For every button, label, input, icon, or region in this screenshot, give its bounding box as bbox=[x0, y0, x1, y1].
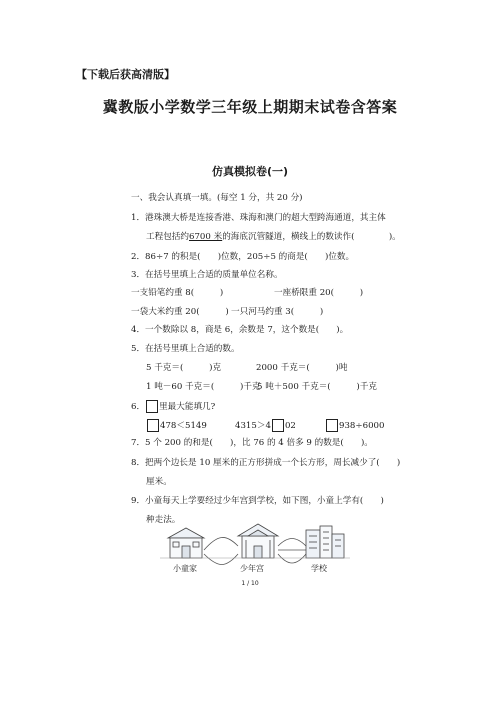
question-5-item-4: 5 吨＋500 千克＝( )千克 bbox=[257, 382, 377, 392]
palace-icon bbox=[238, 524, 278, 558]
question-5-item-1: 5 千克＝( )克 bbox=[146, 363, 222, 373]
paper-subtitle: 仿真模拟卷(一) bbox=[211, 165, 289, 178]
route-path bbox=[204, 537, 238, 550]
question-5-item-2: 2000 千克＝( )吨 bbox=[256, 363, 348, 373]
label-palace: 少年宫 bbox=[240, 564, 264, 573]
question-2: 2．86÷7 的积是( )位数，205÷5 的商是( )位数。 bbox=[131, 252, 355, 262]
question-9-line-1: 9．小童每天上学要经过少年宫到学校，如下图，小童上学有( ) bbox=[131, 496, 384, 506]
route-path bbox=[204, 554, 238, 565]
question-6-expr-1: 478＜5149 bbox=[160, 421, 207, 431]
answer-box[interactable] bbox=[146, 400, 158, 413]
question-6-number: 6． bbox=[131, 402, 146, 412]
question-6-expr-2-post: 02 bbox=[284, 421, 296, 431]
question-1-pre: 工程包括约 bbox=[146, 232, 189, 242]
question-5-item-3: 1 吨－60 千克＝( )千克 bbox=[146, 382, 261, 392]
answer-box[interactable] bbox=[326, 419, 338, 432]
question-6-expr-3: 938÷6000 bbox=[339, 421, 385, 431]
label-home: 小童家 bbox=[173, 564, 197, 573]
question-1-line-1: 1．港珠澳大桥是连接香港、珠海和澳门的超大型跨海通道，其主体 bbox=[131, 213, 386, 223]
house-icon bbox=[168, 528, 204, 558]
question-6-expr-2-pre: 4315＞4 bbox=[235, 421, 271, 431]
question-1-line-2 bbox=[146, 232, 401, 243]
question-8-line-2: 厘米。 bbox=[146, 477, 172, 487]
question-3-item-3: 一袋大米约重 20( ) bbox=[131, 307, 229, 317]
question-6-item-3 bbox=[325, 419, 384, 432]
route-path bbox=[278, 554, 306, 563]
page-title: 冀教版小学数学三年级上期期末试卷含答案 bbox=[102, 98, 398, 116]
question-3-item-1: 一支铅笔约重 8( ) bbox=[131, 288, 224, 298]
question-3-item-2: 一座桥限重 20( ) bbox=[274, 288, 364, 298]
answer-box[interactable] bbox=[147, 419, 159, 432]
question-5: 5．在括号里填上合适的数。 bbox=[131, 344, 240, 354]
download-tag: 【下载后获高清版】 bbox=[76, 68, 175, 81]
question-6-item-1 bbox=[146, 419, 207, 432]
question-7: 7．5 个 200 的和是( )，比 76 的 4 倍多 9 的数是( )。 bbox=[131, 438, 373, 448]
question-8-line-1: 8．把两个边长是 10 厘米的正方形拼成一个长方形，周长减少了( ) bbox=[131, 458, 401, 468]
question-9-line-2: 种走法。 bbox=[146, 515, 181, 525]
route-path bbox=[278, 539, 306, 547]
question-6-item-2 bbox=[235, 419, 296, 432]
page-number: 1 / 10 bbox=[241, 580, 259, 587]
question-3: 3．在括号里填上合适的质量单位名称。 bbox=[131, 270, 283, 280]
answer-box[interactable] bbox=[272, 419, 284, 432]
question-6 bbox=[131, 400, 215, 413]
question-1-post: 的海底沉管隧道，横线上的数读作( )。 bbox=[222, 232, 401, 242]
label-school: 学校 bbox=[311, 564, 327, 573]
school-icon bbox=[306, 526, 344, 558]
question-3-item-4: 一只河马约重 3( ) bbox=[231, 307, 324, 317]
question-1-underlined-number: 6700 米 bbox=[188, 232, 223, 242]
question-4: 4．一个数除以 8，商是 6，余数是 7，这个数是( )。 bbox=[131, 325, 349, 335]
section-heading: 一、我会认真填一填。(每空 1 分，共 20 分) bbox=[131, 193, 303, 203]
question-6-text: 里最大能填几? bbox=[159, 402, 216, 412]
